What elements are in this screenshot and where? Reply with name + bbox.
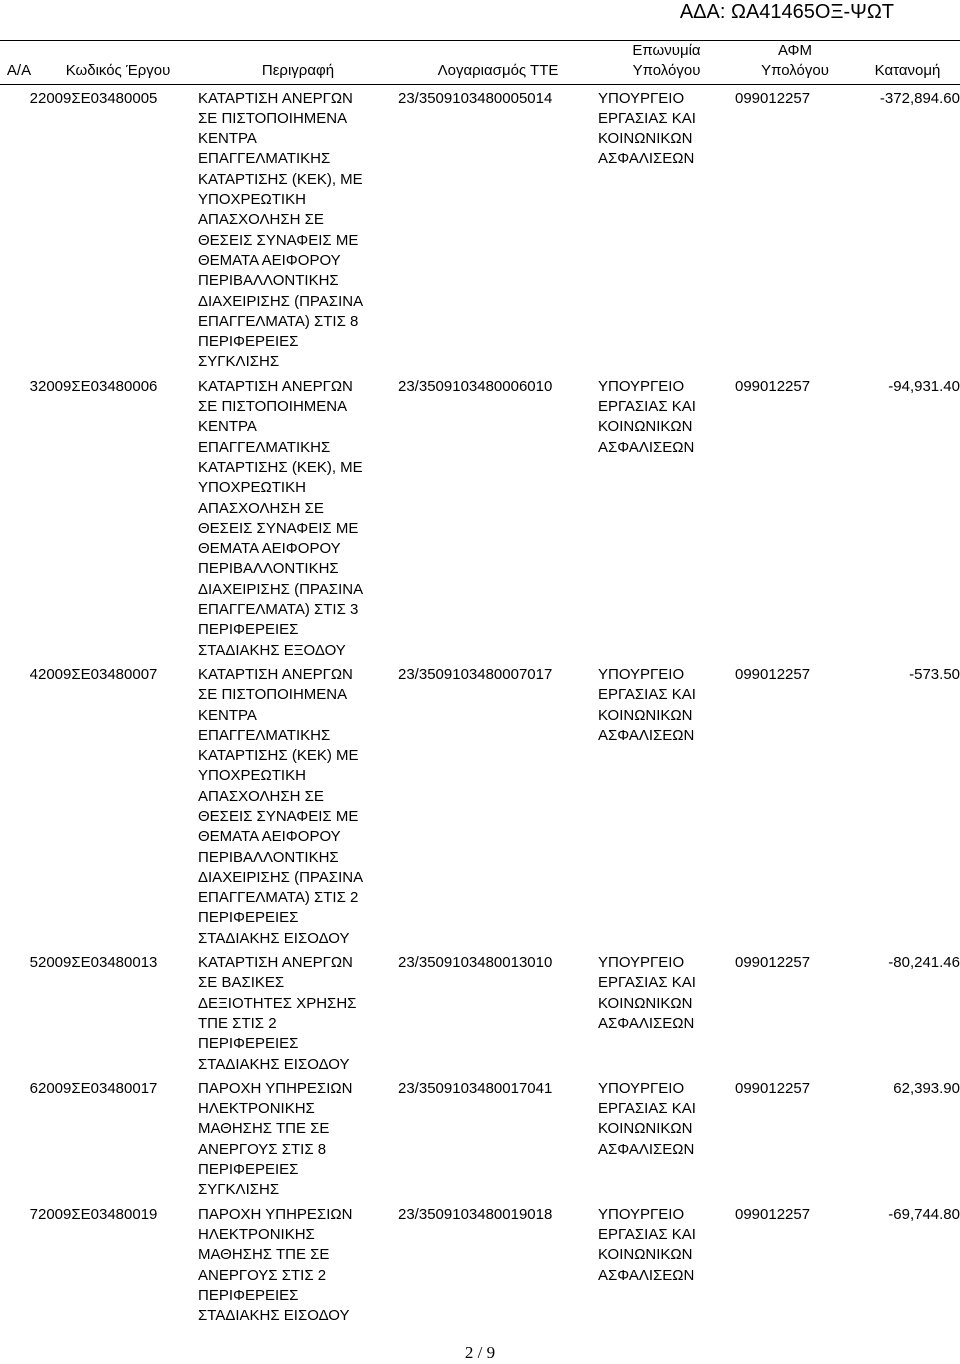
row-account: 23/3509103480013010 <box>398 954 553 972</box>
row-afm: 099012257 <box>735 377 811 395</box>
row-project-code: 2009ΣΕ03480019 <box>38 1205 158 1223</box>
row-description: ΚΑΤΑΡΤΙΣΗ ΑΝΕΡΓΩΝ ΣΕ ΒΑΣΙΚΕΣ ΔΕΞΙΟΤΗΤΕΣ ΧΡΗΣΗΣ ΤΠΕ ΣΤΙΣ 2 ΠΕΡΙΦΕΡΕΙΕΣ ΣΤΑΔΙΑΚΗΣ ΕΙΣΟΔΟΥ <box>198 954 357 1073</box>
row-account: 23/3509103480005014 <box>398 89 553 107</box>
row-account: 23/3509103480019018 <box>398 1205 553 1223</box>
table-row <box>0 661 960 949</box>
row-afm: 099012257 <box>735 665 811 683</box>
row-project-code: 2009ΣΕ03480005 <box>38 89 158 107</box>
row-project-code: 2009ΣΕ03480006 <box>38 377 158 395</box>
row-description: ΚΑΤΑΡΤΙΣΗ ΑΝΕΡΓΩΝ ΣΕ ΠΙΣΤΟΠΟΙΗΜΕΝΑ ΚΕΝΤΡΑ ΕΠΑΓΓΕΛΜΑΤΙΚΗΣ ΚΑΤΑΡΤΙΣΗΣ (ΚΕΚ), ΜΕ ΥΠΟΧΡΕΩΤΙΚΗ ΑΠΑΣΧΟΛΗΣΗ ΣΕ ΘΕΣΕΙΣ ΣΥΝΑΦΕΙΣ ΜΕ ΘΕΜΑΤΑ ΑΕΙΦΟΡΟΥ ΠΕΡΙΒΑΛΛΟΝΤΙΚΗΣ ΔΙΑΧΕΙΡΙΣΗΣ (ΠΡΑΣΙΝΑ ΕΠΑΓΓΕΛΜΑΤΑ) ΣΤΙΣ 3 ΠΕΡΙΦΕΡΕΙΕΣ ΣΤΑΔΙΑΚΗΣ ΕΞΟΔΟΥ <box>198 377 364 659</box>
row-aa: 2 <box>29 89 38 107</box>
row-project-code: 2009ΣΕ03480007 <box>38 665 158 683</box>
row-afm: 099012257 <box>735 954 811 972</box>
row-afm: 099012257 <box>735 1205 811 1223</box>
row-accountable-name: ΥΠΟΥΡΓΕΙΟ ΕΡΓΑΣΙΑΣ ΚΑΙ ΚΟΙΝΩΝΙΚΩΝ ΑΣΦΑΛΙΣΕΩΝ <box>598 1205 696 1284</box>
row-allocation: -372,894.60 <box>879 89 960 107</box>
row-allocation: -69,744.80 <box>888 1205 960 1223</box>
row-aa: 4 <box>29 665 38 683</box>
row-allocation: 62,393.90 <box>893 1079 960 1097</box>
row-accountable-name: ΥΠΟΥΡΓΕΙΟ ΕΡΓΑΣΙΑΣ ΚΑΙ ΚΟΙΝΩΝΙΚΩΝ ΑΣΦΑΛΙΣΕΩΝ <box>598 954 696 1032</box>
row-accountable-name: ΥΠΟΥΡΓΕΙΟ ΕΡΓΑΣΙΑΣ ΚΑΙ ΚΟΙΝΩΝΙΚΩΝ ΑΣΦΑΛΙΣΕΩΝ <box>598 665 696 744</box>
row-afm: 099012257 <box>735 1079 811 1097</box>
row-aa: 7 <box>29 1205 38 1223</box>
table-row <box>0 949 960 1075</box>
table-header-row <box>0 41 960 85</box>
row-account: 23/3509103480017041 <box>398 1079 553 1097</box>
row-description: ΠΑΡΟΧΗ ΥΠΗΡΕΣΙΩΝ ΗΛΕΚΤΡΟΝΙΚΗΣ ΜΑΘΗΣΗΣ ΤΠΕ ΣΕ ΑΝΕΡΓΟΥΣ ΣΤΙΣ 8 ΠΕΡΙΦΕΡΕΙΕΣ ΣΥΓΚΛΙΣΗΣ <box>198 1079 353 1199</box>
header-project-code: Κωδικός Έργου <box>38 41 198 85</box>
row-accountable-name: ΥΠΟΥΡΓΕΙΟ ΕΡΓΑΣΙΑΣ ΚΑΙ ΚΟΙΝΩΝΙΚΩΝ ΑΣΦΑΛΙΣΕΩΝ <box>598 1079 696 1158</box>
header-allocation: Κατανομή <box>855 41 960 85</box>
table-row <box>0 1201 960 1333</box>
row-description: ΚΑΤΑΡΤΙΣΗ ΑΝΕΡΓΩΝ ΣΕ ΠΙΣΤΟΠΟΙΗΜΕΝΑ ΚΕΝΤΡΑ ΕΠΑΓΓΕΛΜΑΤΙΚΗΣ ΚΑΤΑΡΤΙΣΗΣ (ΚΕΚ), ΜΕ ΥΠΟΧΡΕΩΤΙΚΗ ΑΠΑΣΧΟΛΗΣΗ ΣΕ ΘΕΣΕΙΣ ΣΥΝΑΦΕΙΣ ΜΕ ΘΕΜΑΤΑ ΑΕΙΦΟΡΟΥ ΠΕΡΙΒΑΛΛΟΝΤΙΚΗΣ ΔΙΑΧΕΙΡΙΣΗΣ (ΠΡΑΣΙΝΑ ΕΠΑΓΓΕΛΜΑΤΑ) ΣΤΙΣ 8 ΠΕΡΙΦΕΡΕΙΕΣ ΣΥΓΚΛΙΣΗΣ <box>198 89 364 371</box>
row-afm: 099012257 <box>735 89 811 107</box>
header-description: Περιγραφή <box>198 41 398 85</box>
row-accountable-name: ΥΠΟΥΡΓΕΙΟ ΕΡΓΑΣΙΑΣ ΚΑΙ ΚΟΙΝΩΝΙΚΩΝ ΑΣΦΑΛΙΣΕΩΝ <box>598 89 696 168</box>
row-account: 23/3509103480006010 <box>398 377 553 395</box>
row-project-code: 2009ΣΕ03480013 <box>38 954 158 972</box>
row-aa: 5 <box>29 954 38 972</box>
ada-code: ΑΔΑ: ΩΑ41465ΟΞ-ΨΩΤ <box>679 1 894 23</box>
row-description: ΠΑΡΟΧΗ ΥΠΗΡΕΣΙΩΝ ΗΛΕΚΤΡΟΝΙΚΗΣ ΜΑΘΗΣΗΣ ΤΠΕ ΣΕ ΑΝΕΡΓΟΥΣ ΣΤΙΣ 2 ΠΕΡΙΦΕΡΕΙΕΣ ΣΤΑΔΙΑΚΗΣ ΕΙΣΟΔΟΥ <box>198 1205 353 1325</box>
row-project-code: 2009ΣΕ03480017 <box>38 1079 158 1097</box>
header-account: Λογαριασμός ΤΤΕ <box>398 41 598 85</box>
allocation-table <box>0 40 960 1332</box>
row-account: 23/3509103480007017 <box>398 665 553 683</box>
table-row <box>0 1075 960 1201</box>
row-accountable-name: ΥΠΟΥΡΓΕΙΟ ΕΡΓΑΣΙΑΣ ΚΑΙ ΚΟΙΝΩΝΙΚΩΝ ΑΣΦΑΛΙΣΕΩΝ <box>598 377 696 456</box>
page-number: 2 / 9 <box>464 1343 496 1362</box>
row-aa: 6 <box>29 1079 38 1097</box>
table-row <box>0 84 960 373</box>
row-allocation: -573.50 <box>909 665 960 683</box>
row-allocation: -80,241.46 <box>888 954 960 972</box>
row-aa: 3 <box>29 377 38 395</box>
header-accountable-afm: ΑΦΜ Υπολόγου <box>735 41 855 85</box>
row-allocation: -94,931.40 <box>888 377 960 395</box>
header-accountable-name: Επωνυμία Υπολόγου <box>598 41 735 85</box>
header-aa: Α/Α <box>0 41 38 85</box>
table-row <box>0 373 960 661</box>
row-description: ΚΑΤΑΡΤΙΣΗ ΑΝΕΡΓΩΝ ΣΕ ΠΙΣΤΟΠΟΙΗΜΕΝΑ ΚΕΝΤΡΑ ΕΠΑΓΓΕΛΜΑΤΙΚΗΣ ΚΑΤΑΡΤΙΣΗΣ (ΚΕΚ) ΜΕ ΥΠΟΧΡΕΩΤΙΚΗ ΑΠΑΣΧΟΛΗΣΗ ΣΕ ΘΕΣΕΙΣ ΣΥΝΑΦΕΙΣ ΜΕ ΘΕΜΑΤΑ ΑΕΙΦΟΡΟΥ ΠΕΡΙΒΑΛΛΟΝΤΙΚΗΣ ΔΙΑΧΕΙΡΙΣΗΣ (ΠΡΑΣΙΝΑ ΕΠΑΓΓΕΛΜΑΤΑ) ΣΤΙΣ 2 ΠΕΡΙΦΕΡΕΙΕΣ ΣΤΑΔΙΑΚΗΣ ΕΙΣΟΔΟΥ <box>198 665 364 947</box>
